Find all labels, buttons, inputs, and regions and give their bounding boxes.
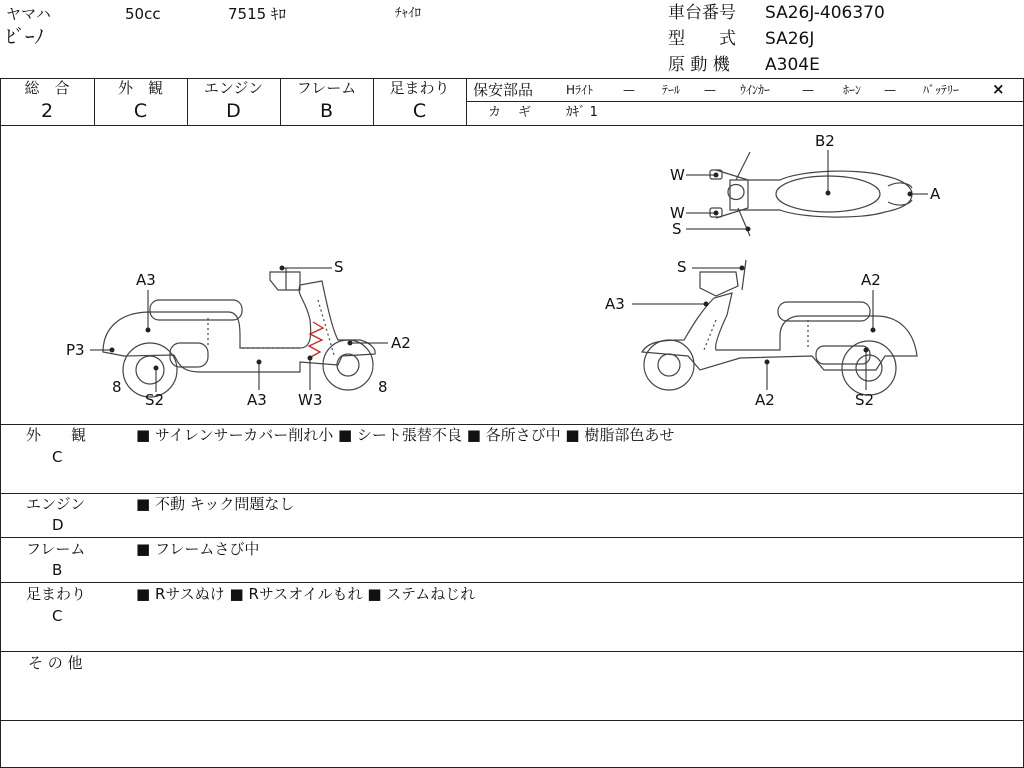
top-view-drawing <box>710 152 912 236</box>
detail-frame-grade: B <box>52 561 63 579</box>
label-left-s: S <box>334 258 344 276</box>
displacement: 50cc <box>125 5 161 23</box>
detail-suspension-grade: C <box>52 607 63 625</box>
label-right-a2-bottom: A2 <box>755 391 775 409</box>
detail-engine-text: ■ 不動 キック問題なし <box>136 495 295 513</box>
label-right-a3: A3 <box>605 295 625 313</box>
model-name: ﾋﾞｰﾉ <box>6 26 45 48</box>
detail-suspension-label: 足まわり <box>26 585 87 603</box>
safety-item-battery: ﾊﾞｯﾃﾘｰ <box>923 83 960 97</box>
safety-parts-label: 保安部品 <box>473 81 534 99</box>
label-left-rear-tire: 8 <box>112 378 122 396</box>
score-frame-label: フレーム <box>296 79 357 97</box>
safety-item-headlight: Hﾗｲﾄ <box>566 83 594 97</box>
label-top-s: S <box>672 220 682 238</box>
label-right-s2: S2 <box>855 391 875 409</box>
label-right-s: S <box>677 258 687 276</box>
score-total-label: 総 合 <box>24 79 70 97</box>
detail-frame-label: フレーム <box>26 540 86 558</box>
label-left-a3-top: A3 <box>136 271 156 289</box>
color: ﾁｬｲﾛ <box>395 6 421 21</box>
safety-mark-winker: — <box>802 83 814 97</box>
score-total-value: 2 <box>40 100 54 122</box>
engine-type-value: A304E <box>765 55 820 75</box>
divider <box>0 651 1024 652</box>
detail-frame-text: ■ フレームさび中 <box>136 540 260 558</box>
model-type-value: SA26J <box>765 29 815 49</box>
divider <box>0 720 1024 721</box>
score-suspension-label: 足まわり <box>389 79 450 97</box>
label-top-w-upper: W <box>670 166 685 184</box>
label-left-a2: A2 <box>391 334 411 352</box>
label-top-a: A <box>930 185 941 203</box>
model-type-label: 型 式 <box>668 29 736 49</box>
divider <box>466 78 467 125</box>
detail-suspension-text: ■ Rサスぬけ ■ Rサスオイルもれ ■ ステムねじれ <box>136 585 476 603</box>
score-engine-label: エンジン <box>203 79 264 97</box>
label-left-a3-bottom: A3 <box>247 391 267 409</box>
divider <box>0 582 1024 583</box>
detail-exterior-grade: C <box>52 448 63 466</box>
safety-mark-headlight: — <box>623 83 635 97</box>
label-left-s2: S2 <box>145 391 165 409</box>
score-exterior-value: C <box>133 100 148 122</box>
label-left-p3: P3 <box>66 341 85 359</box>
score-exterior-label: 外 観 <box>117 79 163 97</box>
detail-exterior-text: ■ サイレンサーカバー削れ小 ■ シート張替不良 ■ 各所さび中 ■ 樹脂部色あせ <box>136 426 675 444</box>
scooter-diagram <box>0 126 1024 424</box>
safety-mark-taillight: — <box>704 83 716 97</box>
label-left-front-tire: 8 <box>378 378 388 396</box>
detail-engine-label: エンジン <box>26 495 86 513</box>
engine-type-label: 原 動 機 <box>668 55 730 75</box>
detail-other-label: そ の 他 <box>28 654 83 672</box>
score-engine-value: D <box>226 100 241 122</box>
maker: ヤマハ <box>6 5 51 23</box>
frame-number-value: SA26J-406370 <box>765 3 885 23</box>
safety-mark-horn: — <box>884 83 896 97</box>
mileage: 7515 ｷﾛ <box>228 5 286 23</box>
safety-mark-battery: × <box>992 80 1005 98</box>
label-top-b2: B2 <box>815 132 835 150</box>
label-right-a2-top: A2 <box>861 271 881 289</box>
key-value: ｶｷﾞ 1 <box>566 105 598 120</box>
divider <box>0 537 1024 538</box>
divider <box>467 101 1024 102</box>
safety-item-horn: ﾎｰﾝ <box>843 83 862 97</box>
label-top-w-lower: W <box>670 204 685 222</box>
divider <box>0 493 1024 494</box>
detail-engine-grade: D <box>52 516 64 534</box>
safety-item-winker: ｳｲﾝｶｰ <box>740 83 771 97</box>
label-left-w3: W3 <box>298 391 323 409</box>
safety-item-taillight: ﾃｰﾙ <box>662 83 681 97</box>
key-label: カ ギ <box>488 105 534 120</box>
frame-number-label: 車台番号 <box>668 3 736 23</box>
score-frame-value: B <box>319 100 334 122</box>
detail-exterior-label: 外 観 <box>26 426 87 444</box>
score-suspension-value: C <box>412 100 427 122</box>
divider <box>0 424 1024 425</box>
